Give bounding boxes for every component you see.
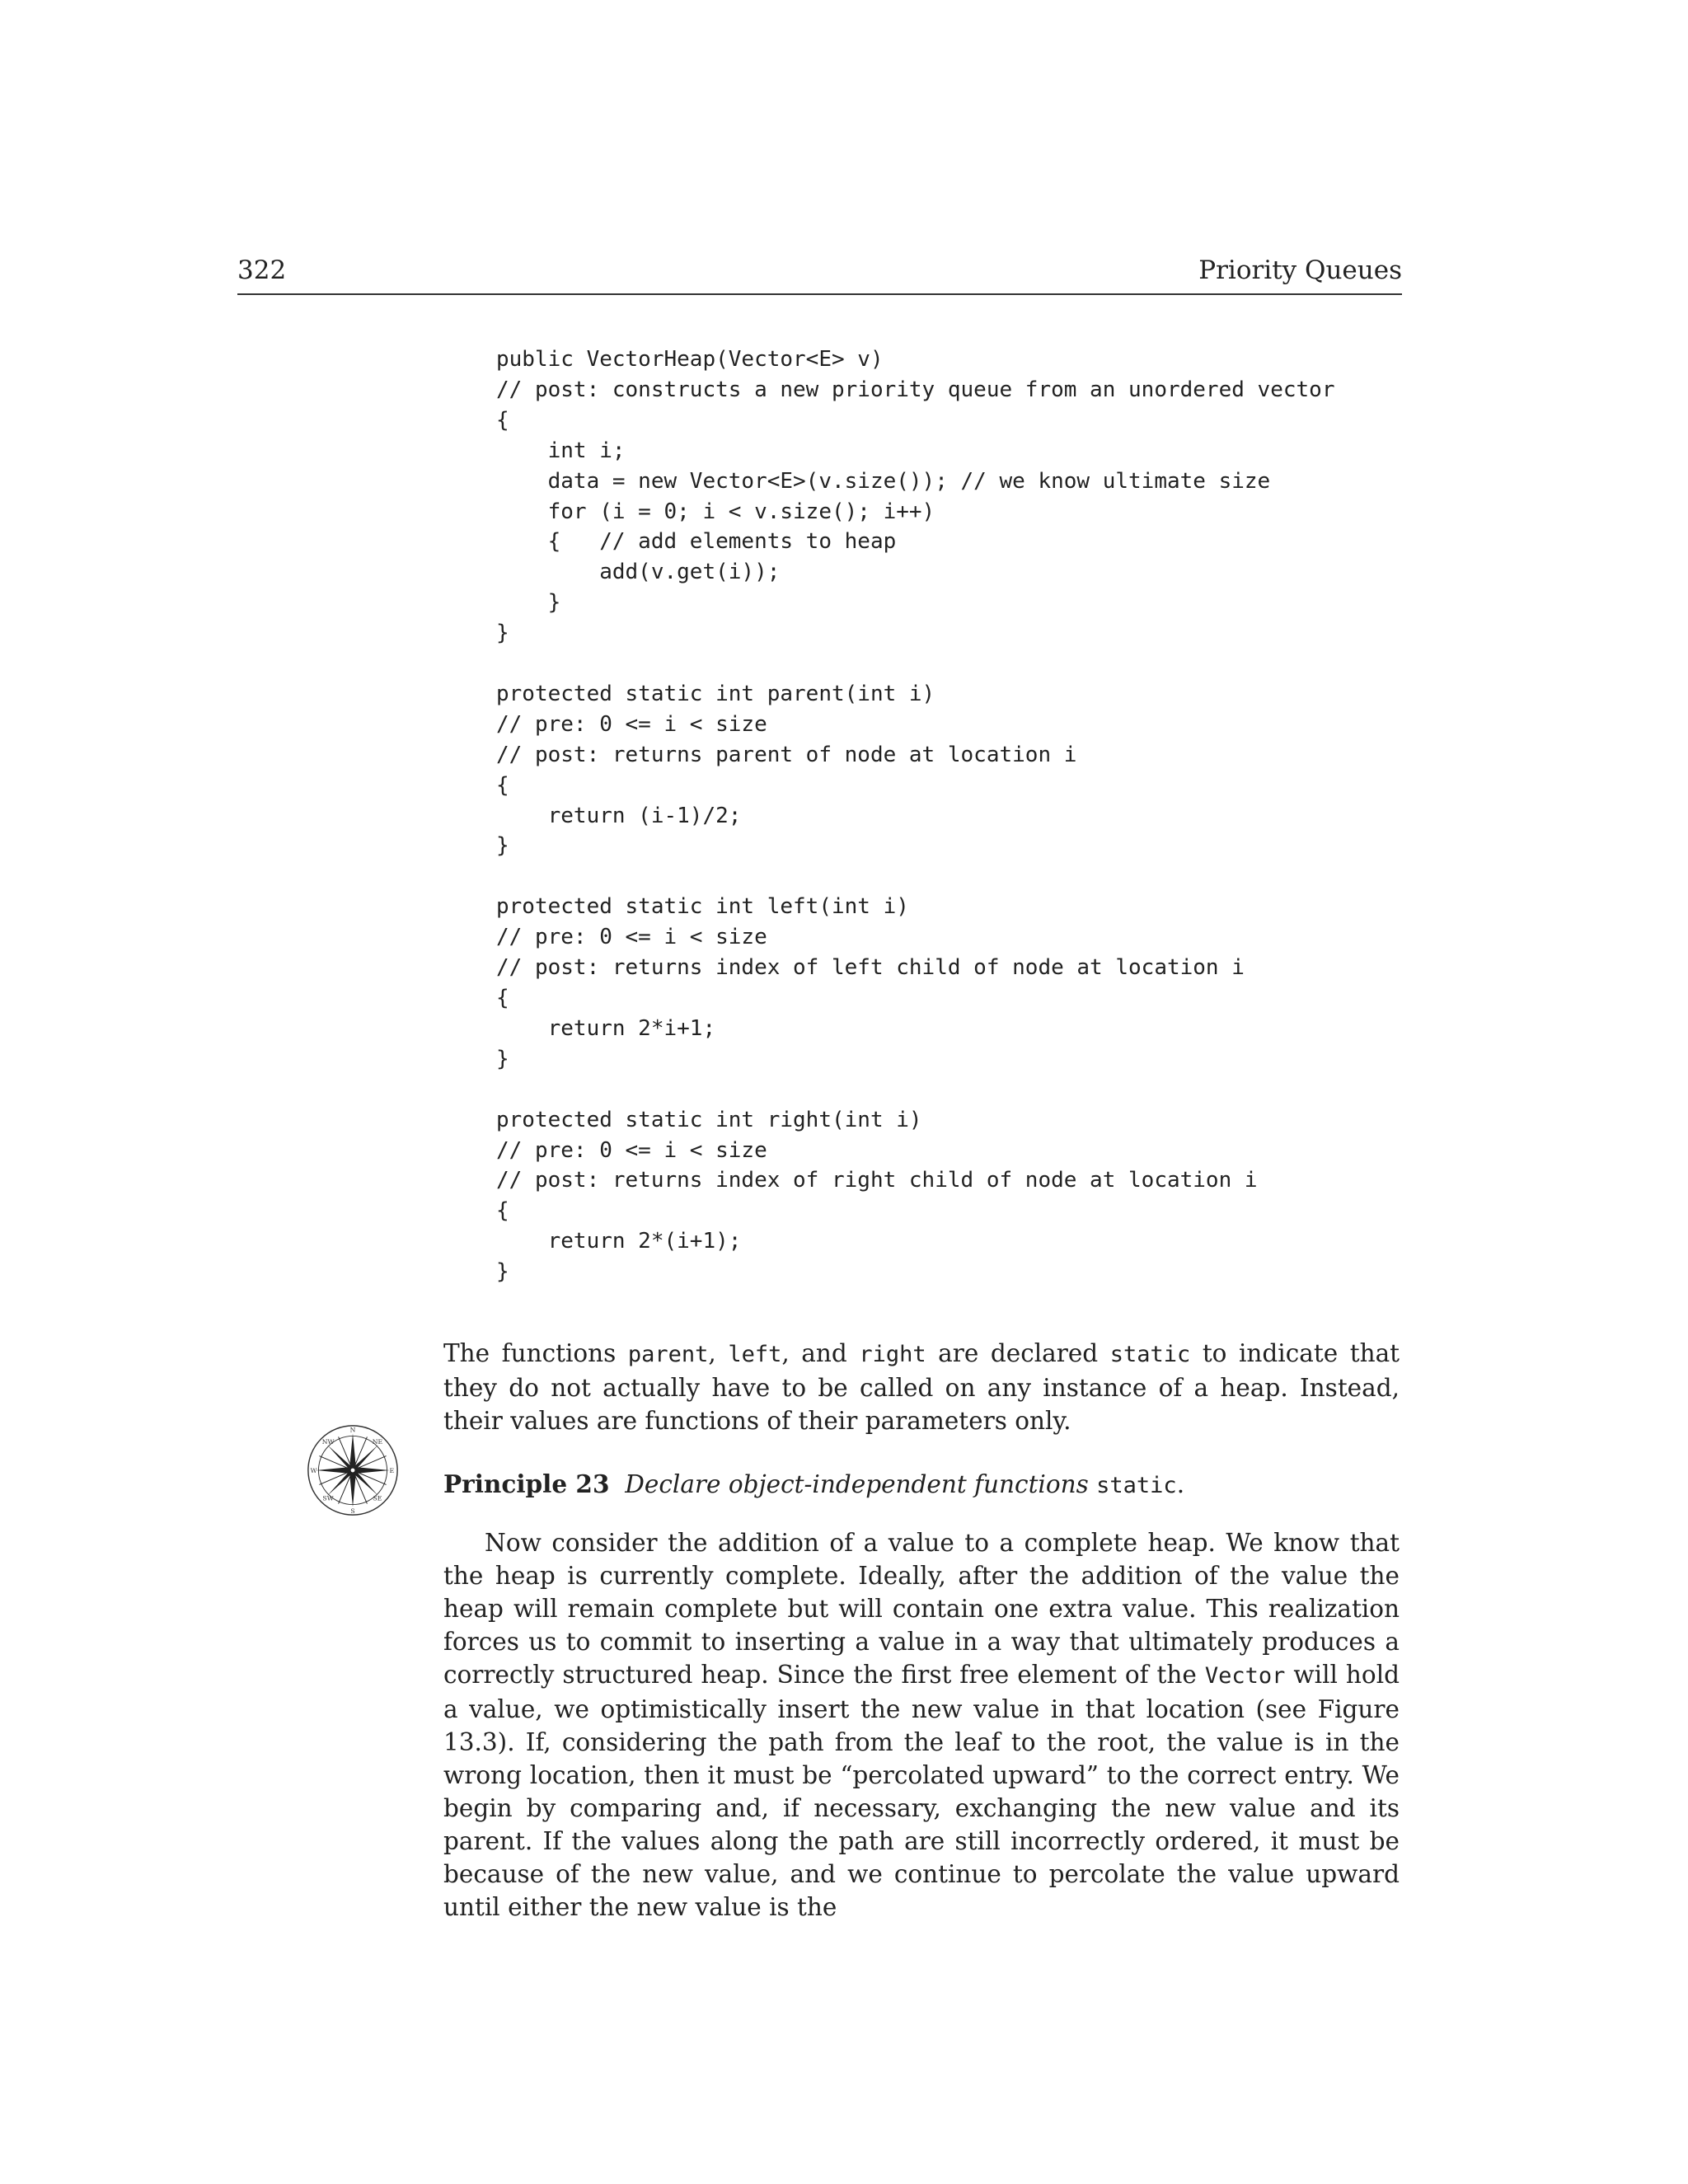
- code-line: // post: returns index of left child of node at location i: [496, 955, 1245, 981]
- text-run: Now consider the addition of a value to a complete heap. We know that the heap is currently complete. Ideally, after the addition of the value the heap will remain complete but will contain one extra value. This realization forces us to commit to inserting a value in a way that ultimately produces a correctly structured heap. Since the first free element of the: [443, 1528, 1400, 1689]
- compass-label-n: N: [349, 1426, 356, 1434]
- code-line: // pre: 0 <= i < size: [496, 1137, 767, 1163]
- code-line: { // add elements to heap: [496, 529, 897, 555]
- code-line: }: [496, 590, 561, 616]
- code-line: {: [496, 986, 509, 1010]
- code-line: [496, 649, 1403, 679]
- code-line: {: [496, 1198, 509, 1224]
- compass-label-nw: NW: [321, 1438, 335, 1446]
- text-run: , and: [781, 1338, 860, 1367]
- code-line: // pre: 0 <= i < size: [496, 925, 767, 950]
- code-line: {: [496, 772, 509, 798]
- page-header: [237, 252, 1402, 295]
- inline-code-vector: Vector: [1204, 1662, 1286, 1689]
- compass-label-se: SE: [373, 1494, 382, 1502]
- text-run: .: [1176, 1469, 1185, 1498]
- body-paragraph-static-functions: [443, 1337, 1400, 1437]
- inline-code-parent: parent: [627, 1341, 709, 1367]
- code-line: }: [496, 833, 509, 859]
- code-line: public VectorHeap(Vector<E> v): [496, 347, 884, 372]
- principle-statement: [443, 1468, 1400, 1502]
- text-run: The functions: [443, 1338, 628, 1367]
- code-line: // post: returns index of right child of node at location i: [496, 1168, 1258, 1193]
- text-run: are declared: [926, 1338, 1110, 1367]
- inline-code-static: static: [1109, 1341, 1191, 1367]
- code-line: // post: constructs a new priority queue from an unordered vector: [496, 377, 1335, 402]
- code-line: protected static int left(int i): [496, 894, 909, 920]
- body-paragraph-heap-addition: [443, 1526, 1400, 1924]
- running-title: Priority Queues: [1198, 255, 1402, 285]
- code-line: }: [496, 621, 509, 646]
- code-line: {: [496, 407, 509, 433]
- code-line: add(v.get(i));: [496, 560, 781, 585]
- text-run: will hold a value, we optimistically insert the new value in that location (see Figure 13.3). If, considering the path from the leaf to the root, the value is in the wrong location, then it must be “percolated upward” to the correct entry. We begin by comparing and, if necessary, exchanging the new value and its parent. If the values along the path are still incorrectly ordered, it must be because of the new value, and we continue to percolate the value upward until either the new value is the: [443, 1660, 1400, 1921]
- compass-label-s: S: [350, 1507, 355, 1516]
- code-line: return 2*(i+1);: [496, 1229, 742, 1254]
- code-line: protected static int parent(int i): [496, 681, 935, 706]
- code-line: [496, 861, 1403, 892]
- compass-label-e: E: [389, 1466, 395, 1474]
- code-line: int i;: [496, 438, 626, 463]
- text-run: to indicate that they do not actually have to be called on any instance of a heap. Instead, their values are functions of their parameters only.: [443, 1338, 1400, 1435]
- code-line: [496, 1075, 1403, 1105]
- code-line: // pre: 0 <= i < size: [496, 711, 767, 737]
- code-line: }: [496, 1046, 509, 1071]
- code-line: }: [496, 1259, 509, 1285]
- compass-label-ne: NE: [372, 1438, 383, 1446]
- inline-code-right: right: [859, 1341, 926, 1367]
- code-line: protected static int right(int i): [496, 1107, 922, 1132]
- page-number: 322: [237, 255, 287, 285]
- compass-label-w: W: [310, 1466, 317, 1474]
- inline-code-left: left: [728, 1341, 782, 1367]
- code-line: // post: returns parent of node at location i: [496, 742, 1077, 767]
- code-line: return (i-1)/2;: [496, 803, 742, 828]
- code-listing: [496, 344, 1403, 1287]
- compass-label-sw: SW: [322, 1494, 334, 1502]
- compass-rose-icon: [305, 1422, 401, 1518]
- inline-code-static: static: [1096, 1472, 1177, 1498]
- code-line: return 2*i+1;: [496, 1015, 716, 1041]
- principle-label: Principle 23: [443, 1469, 610, 1498]
- text-run: ,: [708, 1338, 729, 1367]
- code-line: data = new Vector<E>(v.size()); // we know ultimate size: [496, 468, 1271, 494]
- principle-text: Declare object-independent functions: [625, 1469, 1089, 1498]
- code-line: for (i = 0; i < v.size(); i++): [496, 499, 935, 524]
